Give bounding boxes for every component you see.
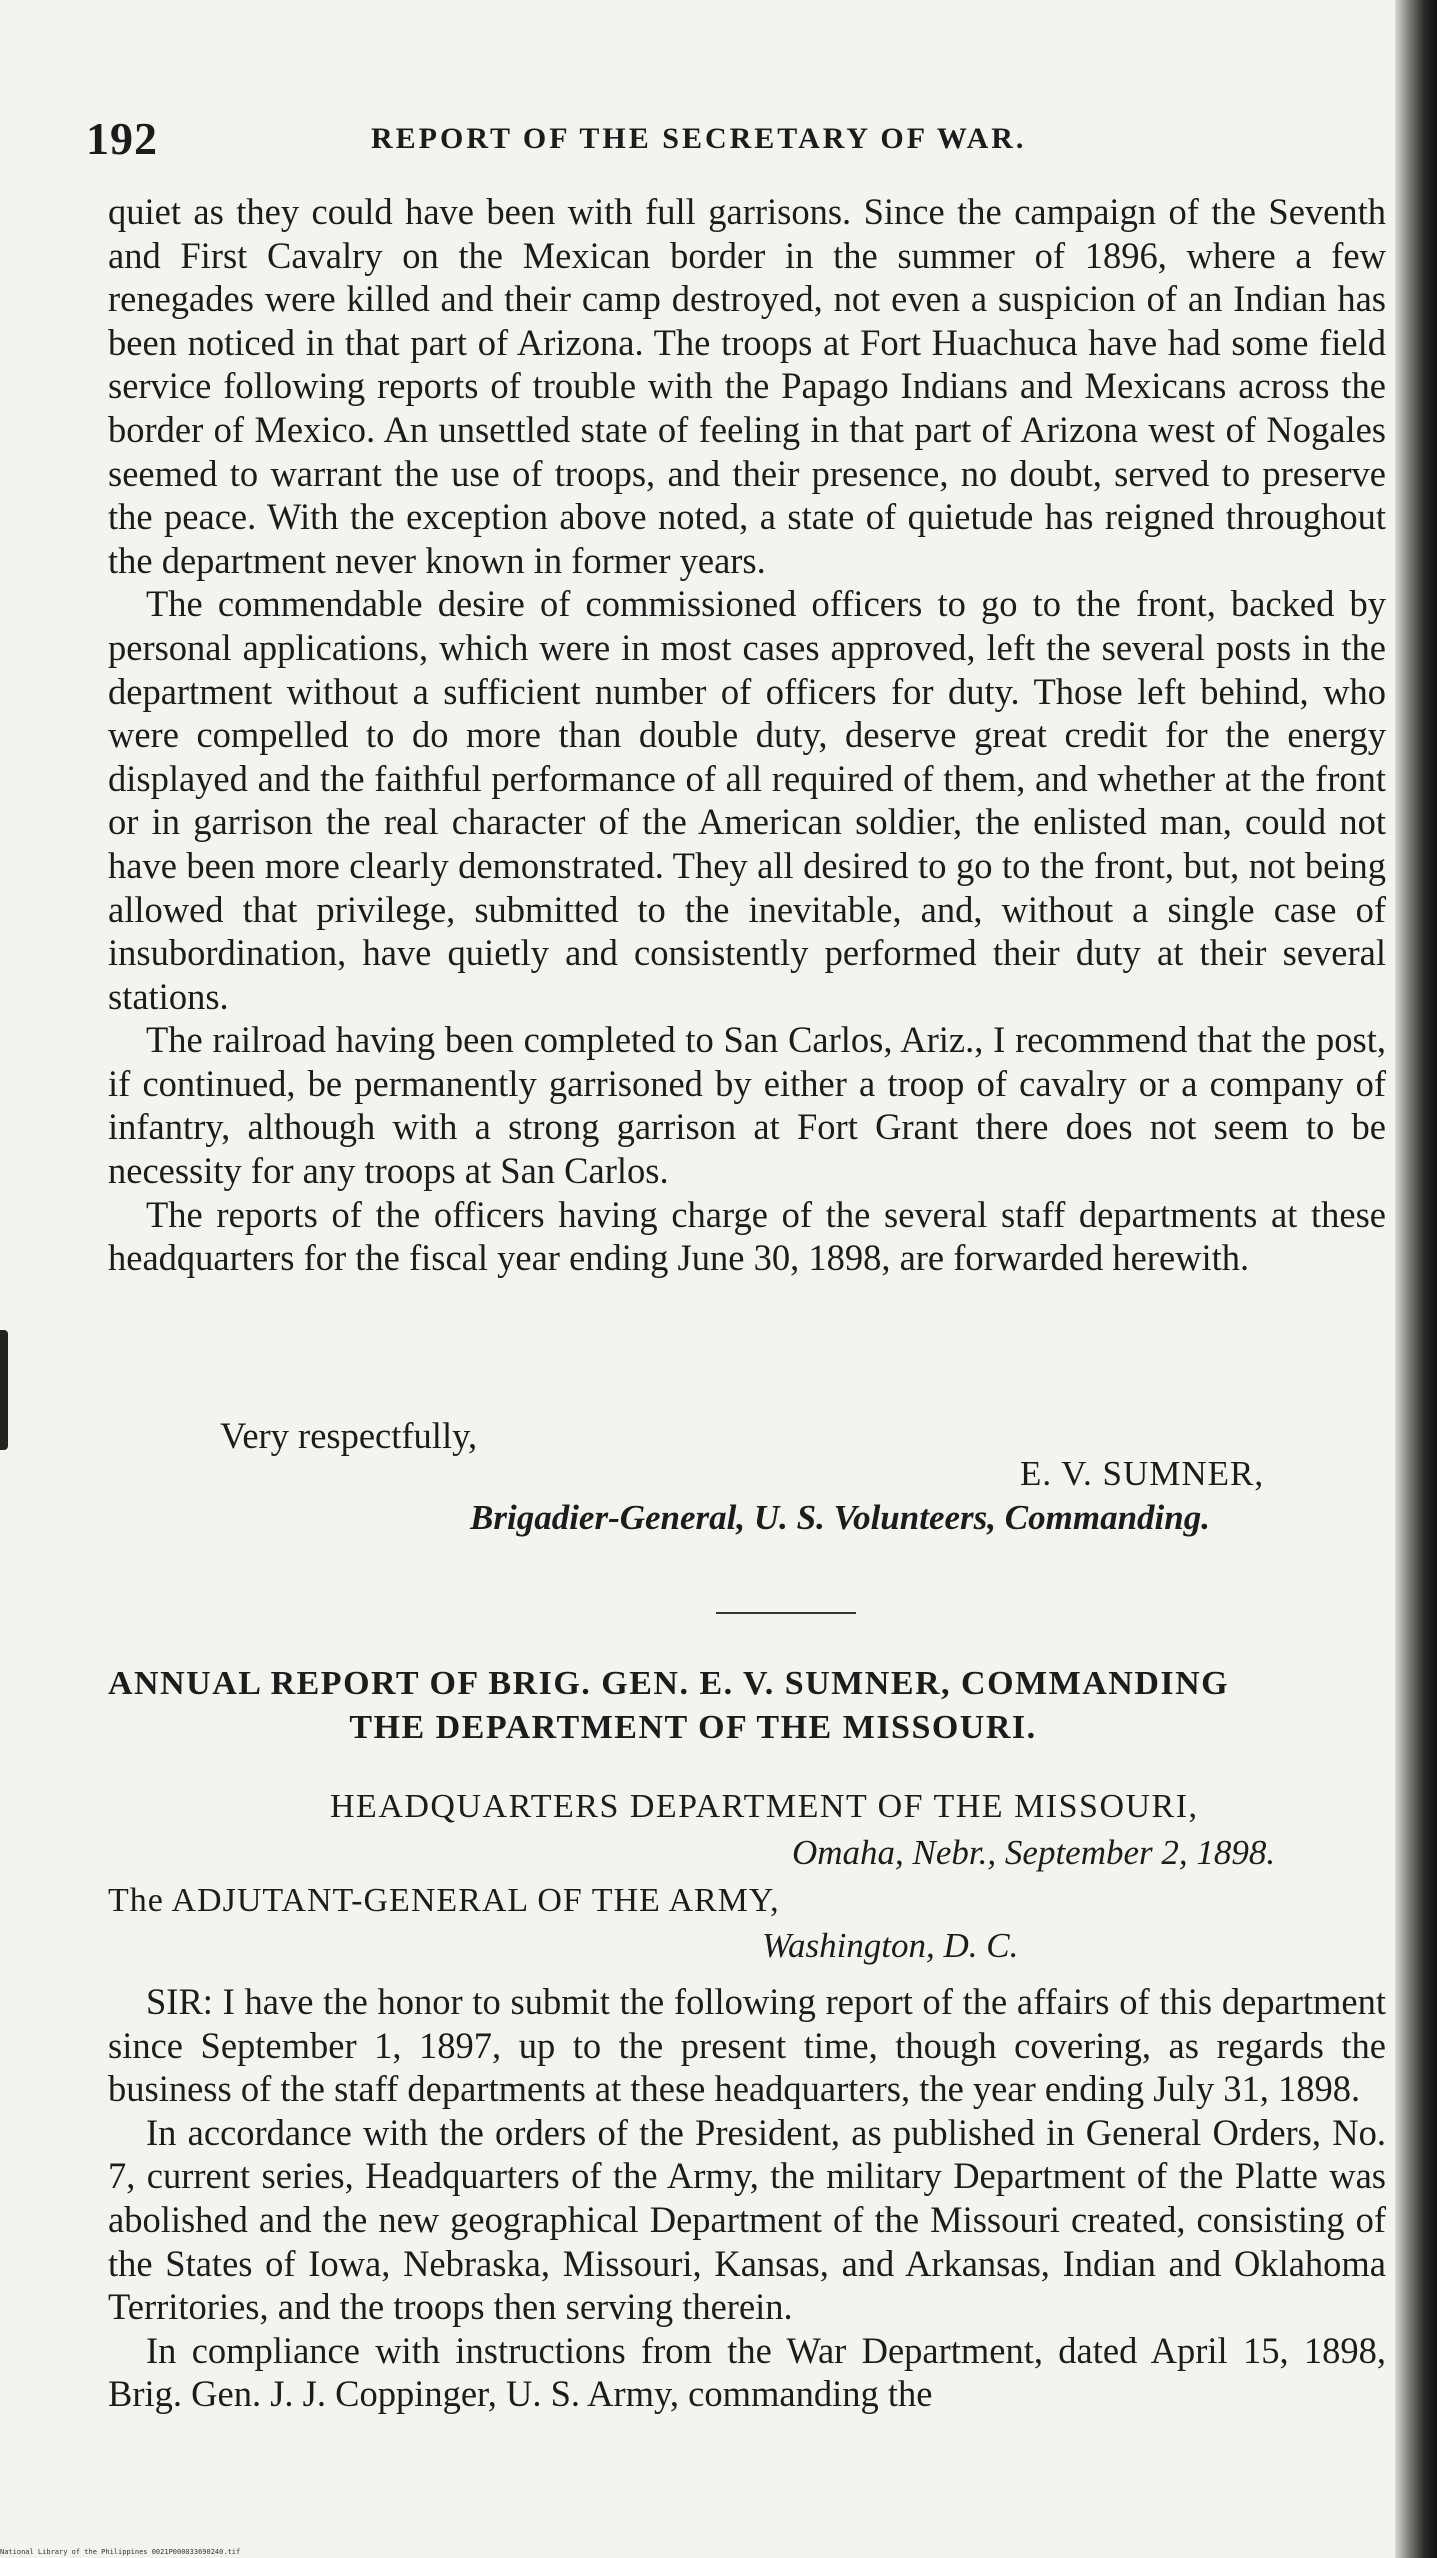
letter-body [108, 190, 1386, 1280]
headquarters-line: HEADQUARTERS DEPARTMENT OF THE MISSOURI, [330, 1788, 1199, 1825]
running-head: REPORT OF THE SECRETARY OF WAR. [371, 122, 1027, 155]
page-binding-edge [1395, 0, 1437, 2558]
addressee-location: Washington, D. C. [762, 1926, 1019, 1965]
page-header [86, 112, 1406, 172]
report-title [108, 1662, 1398, 1750]
paragraph: In accordance with the orders of the President, as published in General Orders, No. 7, current series, Headquarters of the Army, the military Department of the Platte was abolished and the new geographical Department of the Missouri created, consisting of the States of Iowa, Nebraska, Missouri, Kansas, and Arkansas, Indian and Oklahoma Territories, and the troops then serving therein. [108, 2111, 1386, 2328]
report-body [108, 1980, 1386, 2416]
paragraph: The commendable desire of commissioned officers to go to the front, backed by personal applications, which were in most cases approved, left the several posts in the department without a sufficient number of officers for duty. Those left behind, who were compelled to do more than double duty, deserve great credit for the energy displayed and the faithful performance of all required of them, and whether at the front or in garrison the real character of the American soldier, the enlisted man, could not have been more clearly demonstrated. They all desired to go to the front, but, not being allowed that privilege, submitted to the inevitable, and, without a single case of insubordination, have quietly and consistently performed their duty at their several stations. [108, 583, 1386, 1017]
section-divider [716, 1612, 856, 1614]
page-number: 192 [86, 113, 158, 164]
scan-stamp: National Library of the Philippines 0021P000033690240.tif [0, 2548, 241, 2556]
headquarters-location: Omaha, Nebr., September 2, 1898. [792, 1833, 1276, 1872]
paragraph: quiet as they could have been with full garrisons. Since the campaign of the Seventh and First Cavalry on the Mexican border in the summer of 1896, where a few renegades were killed and their camp destroyed, not even a suspicion of an Indian has been noticed in that part of Arizona. The troops at Fort Huachuca have had some field service following reports of trouble with the Papago Indians and Mexicans across the border of Mexico. An unsettled state of feeling in that part of Arizona west of Nogales seemed to warrant the use of troops, and their presence, no doubt, served to preserve the peace. With the exception above noted, a state of quietude has reigned throughout the department never known in former years. [108, 191, 1386, 581]
paragraph: The reports of the officers having charge of the several staff departments at these headquarters for the fiscal year ending June 30, 1898, are forwarded herewith. [108, 1193, 1386, 1279]
scan-artifact [0, 1330, 8, 1450]
paragraph: The railroad having been completed to San Carlos, Ariz., I recommend that the post, if continued, be permanently garrisoned by either a troop of cavalry or a company of infantry, although with a strong garrison at Fort Grant there does not seem to be necessity for any troops at San Carlos. [108, 1019, 1386, 1192]
signature-title: Brigadier-General, U. S. Volunteers, Commanding. [470, 1498, 1210, 1537]
signature-name: E. V. SUMNER, [1020, 1454, 1265, 1493]
report-title-line-1: ANNUAL REPORT OF BRIG. GEN. E. V. SUMNER, COMMANDING [108, 1665, 1230, 1702]
paragraph: In compliance with instructions from the War Department, dated April 15, 1898, Brig. Gen. J. J. Coppinger, U. S. Army, commanding the [108, 2329, 1386, 2415]
report-title-line-2: THE DEPARTMENT OF THE MISSOURI. [349, 1709, 1037, 1746]
closing: Very respectfully, [220, 1415, 478, 1456]
paragraph: SIR: I have the honor to submit the following report of the affairs of this department since September 1, 1897, up to the present time, though covering, as regards the business of the staff departments at these headquarters, the year ending July 31, 1898. [108, 1981, 1386, 2110]
addressee: The ADJUTANT-GENERAL OF THE ARMY, [108, 1882, 780, 1919]
